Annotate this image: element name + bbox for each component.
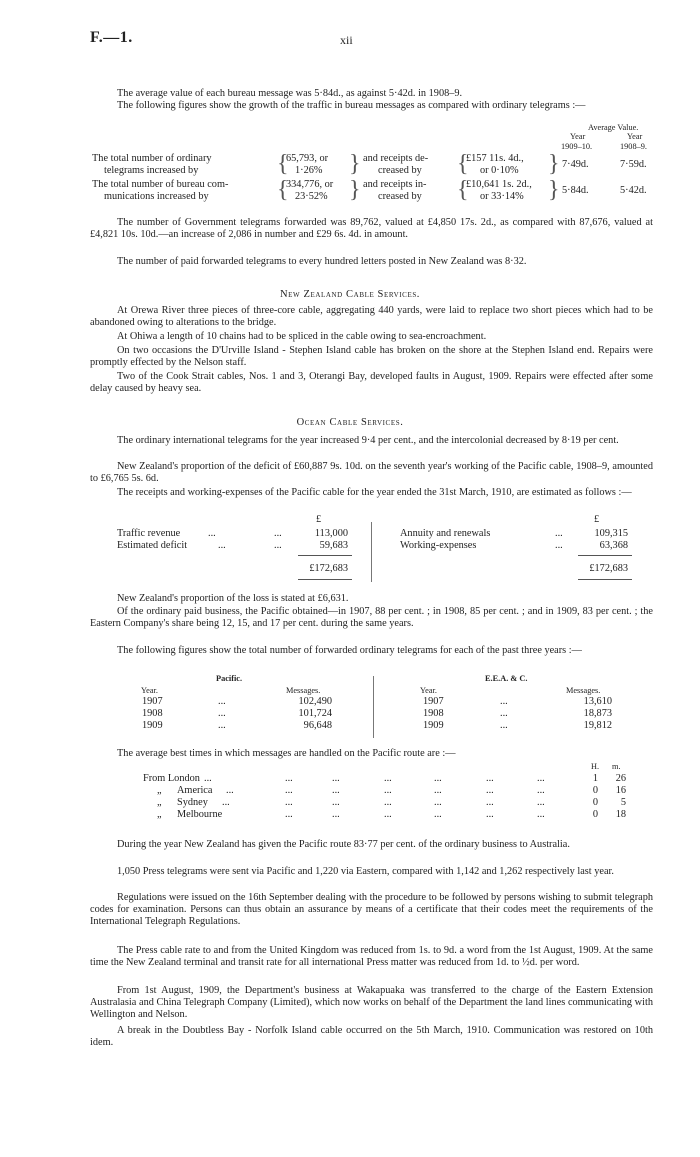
heading-nz-cable-services: New Zealand Cable Services. xyxy=(279,289,421,300)
messages-heading: Messages. xyxy=(286,686,321,695)
dots: ... xyxy=(500,720,508,731)
row2-value-a: 5·84d. xyxy=(562,185,589,196)
dots: ... xyxy=(434,809,442,820)
minutes-heading: m. xyxy=(612,762,621,771)
row1-label-1: The total number of ordinary xyxy=(92,153,212,164)
paragraph-deficit: New Zealand's proportion of the deficit of £60,887 9s. 10d. on the seventh year's working of the Pacific cable, 1908–9, amounted to £6,765 5s. 6d. xyxy=(90,461,653,485)
dots: ... xyxy=(486,797,494,808)
paragraph-receipts-intro: The receipts and working-expenses of the Pacific cable for the year ended the 31st March, 1910, are estimated as follows :— xyxy=(117,487,632,498)
paragraph-share: Of the ordinary paid business, the Pacific obtained—in 1907, 88 per cent. ; in 1908, 85 per cent. ; and in 1909, 83 per cent. ; the Eastern Company's share being 12, 15, and 17 per cent. during the same years. xyxy=(90,606,653,630)
dots: ... xyxy=(285,785,293,796)
dots: ... xyxy=(434,785,442,796)
london-hours: 1 xyxy=(592,773,598,784)
annuity-label: Annuity and renewals xyxy=(400,528,491,539)
dots: ... xyxy=(384,797,392,808)
brace-close: } xyxy=(349,151,361,177)
messages-heading: Messages. xyxy=(566,686,601,695)
london-minutes: 26 xyxy=(615,773,626,784)
row1-percent: 1·26% xyxy=(295,165,323,176)
forwarded-divider xyxy=(373,676,374,738)
rule xyxy=(578,579,632,580)
dots: ... xyxy=(218,720,226,731)
pacific-year: 1909 xyxy=(142,720,163,731)
america-minutes: 16 xyxy=(615,785,626,796)
dots: ... xyxy=(285,809,293,820)
paragraph-orewa: At Orewa River three pieces of three-core cable, aggregating 440 yards, were laid to replace two short pieces which had to be abandoned owing to alterations to the bridge. xyxy=(90,305,653,329)
dots: ... xyxy=(537,773,545,784)
ditto-mark: „ xyxy=(157,797,162,808)
ditto-mark: „ xyxy=(157,785,162,796)
average-value-heading: Average Value. xyxy=(588,123,639,132)
dots: ... xyxy=(274,540,282,551)
america-label: America xyxy=(177,785,213,796)
melbourne-minutes: 18 xyxy=(615,809,626,820)
paragraph-international: The ordinary international telegrams for the year increased 9·4 per cent., and the intercolonial decreased by 8·19 per cent. xyxy=(117,435,619,446)
traffic-revenue-label: Traffic revenue xyxy=(117,528,181,539)
row2-value-b: 5·42d. xyxy=(620,185,647,196)
report-reference: F.—1. xyxy=(90,29,133,46)
year-heading-b: Year xyxy=(627,132,643,141)
row1-sum-percent: or 0·10% xyxy=(480,165,519,176)
eea-year: 1909 xyxy=(423,720,444,731)
melbourne-hours: 0 xyxy=(592,809,598,820)
dots: ... xyxy=(500,708,508,719)
year-heading: Year. xyxy=(141,686,158,695)
pacific-messages: 102,490 xyxy=(298,696,332,707)
brace-open: { xyxy=(277,177,289,203)
working-expenses-amount: 63,368 xyxy=(599,540,628,551)
currency-symbol: £ xyxy=(316,514,322,525)
dots: ... xyxy=(500,696,508,707)
total-right: £172,683 xyxy=(589,563,628,574)
paragraph-norfolk-break: A break in the Doubtless Bay - Norfolk Island cable occurred on the 5th March, 1910. Communication was restored on 10th idem. xyxy=(90,1025,653,1049)
dots: ... xyxy=(226,785,234,796)
dots: ... xyxy=(537,785,545,796)
row1-label-2: telegrams increased by xyxy=(104,165,199,176)
dots: ... xyxy=(384,785,392,796)
row2-sum: £10,641 1s. 2d., xyxy=(466,179,532,190)
paragraph-bureau-average: The average value of each bureau message was 5·84d., as against 5·42d. in 1908–9. xyxy=(117,88,463,99)
dots: ... xyxy=(384,773,392,784)
working-expenses-label: Working-expenses xyxy=(400,540,477,551)
paragraph-wakapuaka: From 1st August, 1909, the Department's business at Wakapuaka was transferred to the charge of the Eastern Extension Australasia and China Telegraph Company (Limited), which now works on behalf of the Department the land lines communicating with Wellington and Nelson. xyxy=(90,985,653,1021)
dots: ... xyxy=(384,809,392,820)
dots: ... xyxy=(274,528,282,539)
brace-open: { xyxy=(457,177,469,203)
total-left: £172,683 xyxy=(309,563,348,574)
brace-close: } xyxy=(548,151,560,177)
dots: ... xyxy=(537,809,545,820)
dots: ... xyxy=(332,797,340,808)
annuity-amount: 109,315 xyxy=(594,528,628,539)
hours-heading: H. xyxy=(591,762,600,771)
dots: ... xyxy=(208,528,216,539)
sydney-label: Sydney xyxy=(177,797,208,808)
year-heading: Year. xyxy=(420,686,437,695)
paragraph-best-times-intro: The average best times in which messages are handled on the Pacific route are :— xyxy=(117,748,456,759)
pacific-messages: 101,724 xyxy=(298,708,332,719)
eea-year: 1907 xyxy=(423,696,444,707)
row2-label-1: The total number of bureau com- xyxy=(92,179,229,190)
row1-value-a: 7·49d. xyxy=(562,159,589,170)
eea-messages: 19,812 xyxy=(583,720,612,731)
rule xyxy=(578,555,632,556)
paragraph-pacific-share: During the year New Zealand has given the Pacific route 83·77 per cent. of the ordinary business to Australia. xyxy=(117,839,570,850)
pacific-messages: 96,648 xyxy=(303,720,332,731)
brace-open: { xyxy=(457,151,469,177)
dots: ... xyxy=(434,773,442,784)
brace-close: } xyxy=(548,177,560,203)
dots: ... xyxy=(332,773,340,784)
dots: ... xyxy=(222,797,230,808)
estimated-deficit-label: Estimated deficit xyxy=(117,540,188,551)
estimated-deficit-amount: 59,683 xyxy=(319,540,348,551)
america-hours: 0 xyxy=(592,785,598,796)
paragraph-nz-loss: New Zealand's proportion of the loss is stated at £6,631. xyxy=(117,593,349,604)
row1-value-b: 7·59d. xyxy=(620,159,647,170)
row2-receipts-1: and receipts in- xyxy=(363,179,427,190)
row2-sum-percent: or 33·14% xyxy=(480,191,524,202)
rule xyxy=(298,579,352,580)
dots: ... xyxy=(486,785,494,796)
row1-sum: £157 11s. 4d., xyxy=(466,153,524,164)
rule xyxy=(298,555,352,556)
paragraph-durville: On two occasions the D'Urville Island - Stephen Island cable has broken on the shore at the Stephen Island end. Repairs were promptly effected by the Nelson staff. xyxy=(90,345,653,369)
row1-receipts-2: creased by xyxy=(378,165,422,176)
from-london-label: From London xyxy=(143,773,200,784)
paragraph-growth-intro: The following figures show the growth of the traffic in bureau messages as compared with ordinary telegrams :— xyxy=(117,100,586,111)
pacific-year: 1908 xyxy=(142,708,163,719)
dots: ... xyxy=(486,809,494,820)
paragraph-press-rate: The Press cable rate to and from the United Kingdom was reduced from 1s. to 9d. a word from the 1st August, 1909. At the same time the New Zealand terminal and transit rate for all international Press matter was reduced from 1d. to ½d. per word. xyxy=(90,945,653,969)
paragraph-government-telegrams: The number of Government telegrams forwarded was 89,762, valued at £4,850 17s. 2d., as compared with 87,676, valued at £4,821 10s. 10d.—an increase of 2,086 in number and £29 6s. 4d. in amount. xyxy=(90,217,653,241)
dots: ... xyxy=(555,540,563,551)
paragraph-press-telegrams: 1,050 Press telegrams were sent via Pacific and 1,220 via Eastern, compared with 1,142 and 1,262 respectively last year. xyxy=(117,866,614,877)
dots: ... xyxy=(285,773,293,784)
brace-close: } xyxy=(349,177,361,203)
eea-heading: E.E.A. & C. xyxy=(485,674,528,683)
row2-receipts-2: creased by xyxy=(378,191,422,202)
dots: ... xyxy=(434,797,442,808)
paragraph-cook-strait: Two of the Cook Strait cables, Nos. 1 and 3, Oterangi Bay, developed faults in August, 1909. Repairs were effected after some delay caused by heavy sea. xyxy=(90,371,653,395)
melbourne-label: Melbourne xyxy=(177,809,223,820)
dots: ... xyxy=(555,528,563,539)
row1-receipts-1: and receipts de- xyxy=(363,153,429,164)
dots: ... xyxy=(486,773,494,784)
eea-messages: 18,873 xyxy=(583,708,612,719)
ditto-mark: „ xyxy=(157,809,162,820)
pacific-year: 1907 xyxy=(142,696,163,707)
dots: ... xyxy=(218,708,226,719)
row2-label-2: munications increased by xyxy=(104,191,209,202)
traffic-revenue-amount: 113,000 xyxy=(314,528,348,539)
year-1908-9: 1908–9. xyxy=(620,142,647,151)
dots: ... xyxy=(332,809,340,820)
currency-symbol: £ xyxy=(594,514,600,525)
dots: ... xyxy=(218,696,226,707)
dots: ... xyxy=(218,540,226,551)
sydney-minutes: 5 xyxy=(620,797,626,808)
year-heading-a: Year xyxy=(570,132,586,141)
brace-open: { xyxy=(277,151,289,177)
account-divider xyxy=(371,522,372,582)
row2-number: 334,776, or xyxy=(286,179,334,190)
paragraph-paid-forwarded: The number of paid forwarded telegrams to every hundred letters posted in New Zealand was 8·32. xyxy=(117,256,527,267)
row2-percent: 23·52% xyxy=(295,191,328,202)
page-number: xii xyxy=(340,33,353,47)
year-1909-10: 1909–10. xyxy=(561,142,593,151)
dots: ... xyxy=(204,773,212,784)
eea-year: 1908 xyxy=(423,708,444,719)
heading-ocean-cable-services: Ocean Cable Services. xyxy=(296,417,404,428)
dots: ... xyxy=(285,797,293,808)
paragraph-regulations: Regulations were issued on the 16th September dealing with the procedure to be followed by persons wishing to submit telegraph codes for examination. Persons can thus obtain an assurance by means of a certificate that their codes meet the requirements of the International Telegraph Regulations. xyxy=(90,892,653,928)
paragraph-ohiwa: At Ohiwa a length of 10 chains had to be spliced in the cable owing to sea-encroachment. xyxy=(117,331,487,342)
dots: ... xyxy=(332,785,340,796)
pacific-heading: Pacific. xyxy=(216,674,243,683)
dots: ... xyxy=(537,797,545,808)
sydney-hours: 0 xyxy=(592,797,598,808)
eea-messages: 13,610 xyxy=(583,696,612,707)
paragraph-forwarded-intro: The following figures show the total number of forwarded ordinary telegrams for each of the past three years :— xyxy=(117,645,582,656)
row1-number: 65,793, or xyxy=(286,153,329,164)
